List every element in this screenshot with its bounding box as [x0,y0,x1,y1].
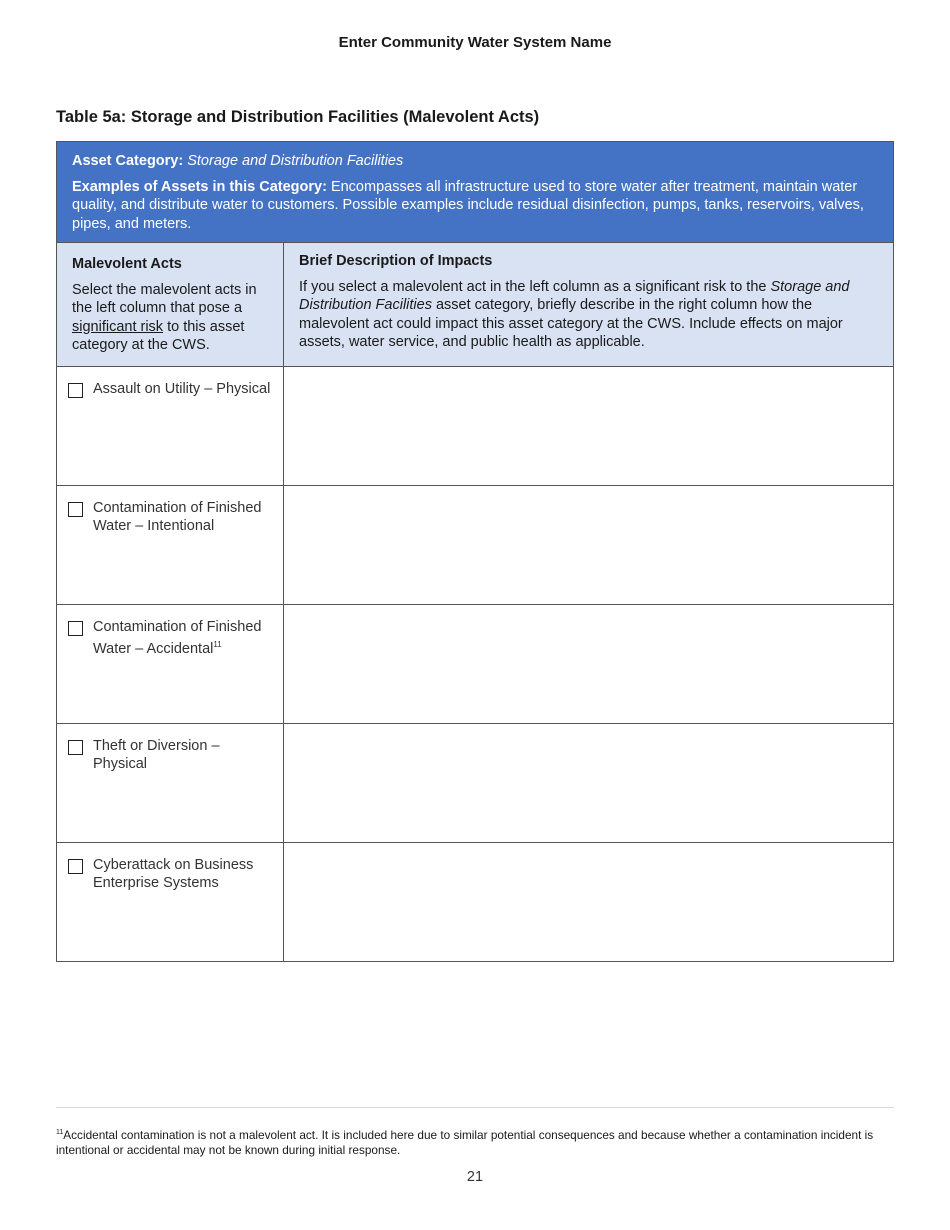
impact-description-field[interactable] [284,367,893,485]
malevolent-acts-label: Malevolent Acts [72,256,182,272]
act-cell [57,605,284,723]
impact-description-field[interactable] [284,486,893,604]
table-row [57,367,893,486]
act-label [93,499,273,536]
impacts-text-end: asset category, briefly describe in the right column how the malevolent act could impact this asset category at the CWS. Include effects on major assets, water service, and public health as applicable. [299,297,843,350]
impact-description-field[interactable] [284,843,893,961]
table-row [57,605,893,724]
table-header-row [57,243,893,367]
footnote [56,1125,894,1158]
instruction-text: Select the malevolent acts in the left column that pose a [72,281,257,316]
act-label-text: Theft or Diversion – Physical [93,737,220,772]
header-title: Enter Community Water System Name [338,34,612,51]
act-label-text: Contamination of Finished Water – Intentional [93,499,262,534]
impacts-header [284,243,893,366]
table-row [57,843,893,961]
act-label-text: Contamination of Finished Water – Accidental [93,618,262,657]
examples-label: Examples of Assets in this Category: [72,178,327,195]
malevolent-acts-instruction [72,282,257,354]
asset-category-band [57,142,893,243]
table-row [57,486,893,605]
act-cell [57,486,284,604]
act-checkbox[interactable] [68,502,83,517]
act-label [93,618,273,659]
category-label: Asset Category: [72,153,184,169]
act-cell [57,724,284,842]
instruction-text-end: to this asset category at the CWS. [72,318,245,353]
act-cell [57,843,284,961]
examples-text: Encompasses all infrastructure used to store water after treatment, maintain water quality, and distribute water to customers. Possible examples include residual disinfection, pumps, tanks, reservoirs, valves, pipes, and meters. [72,178,864,232]
footnote-text: Accidental contamination is not a malevolent act. It is included here due to similar potential consequences and because whether a contamination incident is intentional or accidental may not be known during initial response. [56,1127,874,1157]
category-value: Storage and Distribution Facilities [187,153,404,169]
impacts-label: Brief Description of Impacts [299,253,493,269]
malevolent-acts-table [56,141,894,962]
act-checkbox[interactable] [68,740,83,755]
act-label [93,380,270,399]
act-label [93,856,273,893]
impact-description-field[interactable] [284,605,893,723]
footnote-reference: 11 [213,640,222,649]
impacts-instruction [299,279,850,351]
act-checkbox[interactable] [68,383,83,398]
malevolent-acts-header [57,243,284,366]
act-label-text: Cyberattack on Business Enterprise Systems [93,856,254,891]
impact-description-field[interactable] [284,724,893,842]
table-title: Table 5a: Storage and Distribution Facilities (Malevolent Acts) [56,108,540,126]
act-label-text: Assault on Utility – Physical [93,380,271,397]
act-checkbox[interactable] [68,621,83,636]
act-cell [57,367,284,485]
footnote-divider [56,1107,894,1108]
impacts-category-italic: Storage and Distribution Facilities [299,278,850,313]
significant-risk-text: significant risk [72,318,164,335]
act-label [93,737,273,774]
page-number: 21 [466,1169,484,1185]
act-checkbox[interactable] [68,859,83,874]
table-row [57,724,893,843]
impacts-text: If you select a malevolent act in the left column as a significant risk to the [299,278,771,295]
footnote-marker: 11 [56,1129,64,1136]
